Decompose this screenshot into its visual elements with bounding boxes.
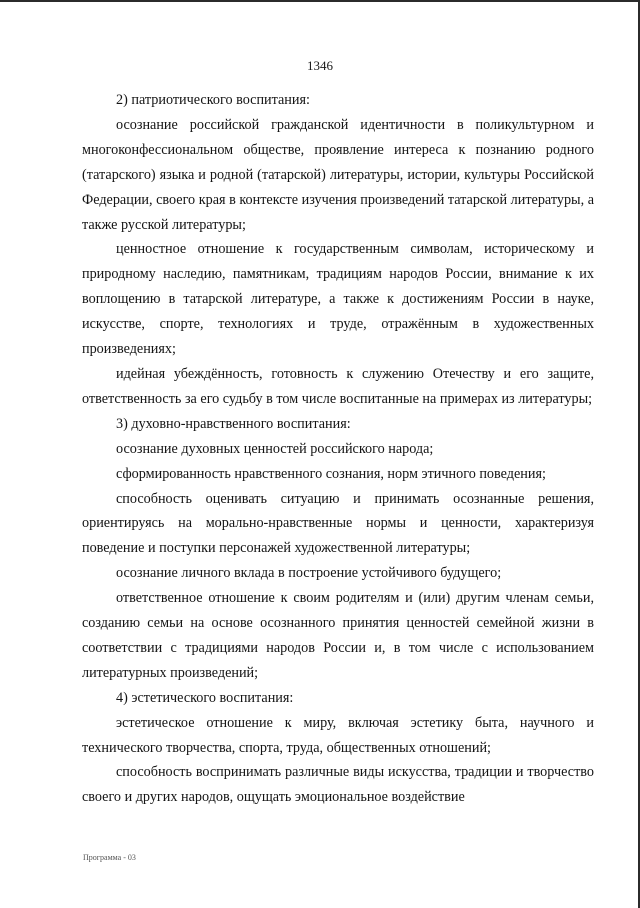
paragraph: сформированность нравственного сознания, норм этичного поведения;: [116, 465, 546, 482]
paragraph: идейная убеждённость, готовность к служению Отечеству и его защите, ответственность за его судьбу в том числе воспитанные на примерах из литературы;: [82, 365, 594, 407]
paragraph-spiritual-heading: 3) духовно-нравственного воспитания:: [116, 415, 351, 432]
scan-edge-top: [0, 0, 640, 2]
paragraph: осознание духовных ценностей российского народа;: [116, 440, 434, 457]
paragraph: ценностное отношение к государственным символам, историческому и природному наследию, памятникам, традициям народов России, внимание к их воплощению в татарской литературе, а также к достижениям России в науке, искусстве, спорте, технологиях и труде, отражённым в художественных произведениях;: [82, 241, 594, 358]
paragraph: осознание российской гражданской идентичности в поликультурном и многоконфессиональном обществе, проявление интереса к познанию родного (татарского) языка и родной (татарской) литературы, истории, культуры Российской Федерации, своего края в контексте изучения произведений татарской литературы, а также русской литературы;: [82, 116, 594, 233]
paragraph-aesthetic-heading: 4) эстетического воспитания:: [116, 689, 294, 706]
paragraph-patriotic-heading: 2) патриотического воспитания:: [116, 92, 310, 108]
page-number: 1346: [307, 58, 333, 73]
body-text: [82, 88, 594, 810]
footer-note: Программа - 03: [83, 853, 136, 862]
paragraph: осознание личного вклада в построение устойчивого будущего;: [116, 565, 502, 582]
paragraph: способность воспринимать различные виды искусства, традиции и творчество своего и других народов, ощущать эмоциональное воздействие: [82, 764, 594, 806]
paragraph: эстетическое отношение к миру, включая эстетику быта, научного и технического творчества, спорта, труда, общественных отношений;: [82, 714, 594, 756]
paragraph: ответственное отношение к своим родителям и (или) другим членам семьи, созданию семьи на основе осознанного принятия ценностей семейной жизни в соответствии с традициями народов России и, в том числе с использованием литературных произведений;: [82, 590, 594, 681]
paragraph: способность оценивать ситуацию и принимать осознанные решения, ориентируясь на морально-нравственные нормы и ценности, характеризуя поведение и поступки персонажей художественной литературы;: [82, 490, 594, 557]
